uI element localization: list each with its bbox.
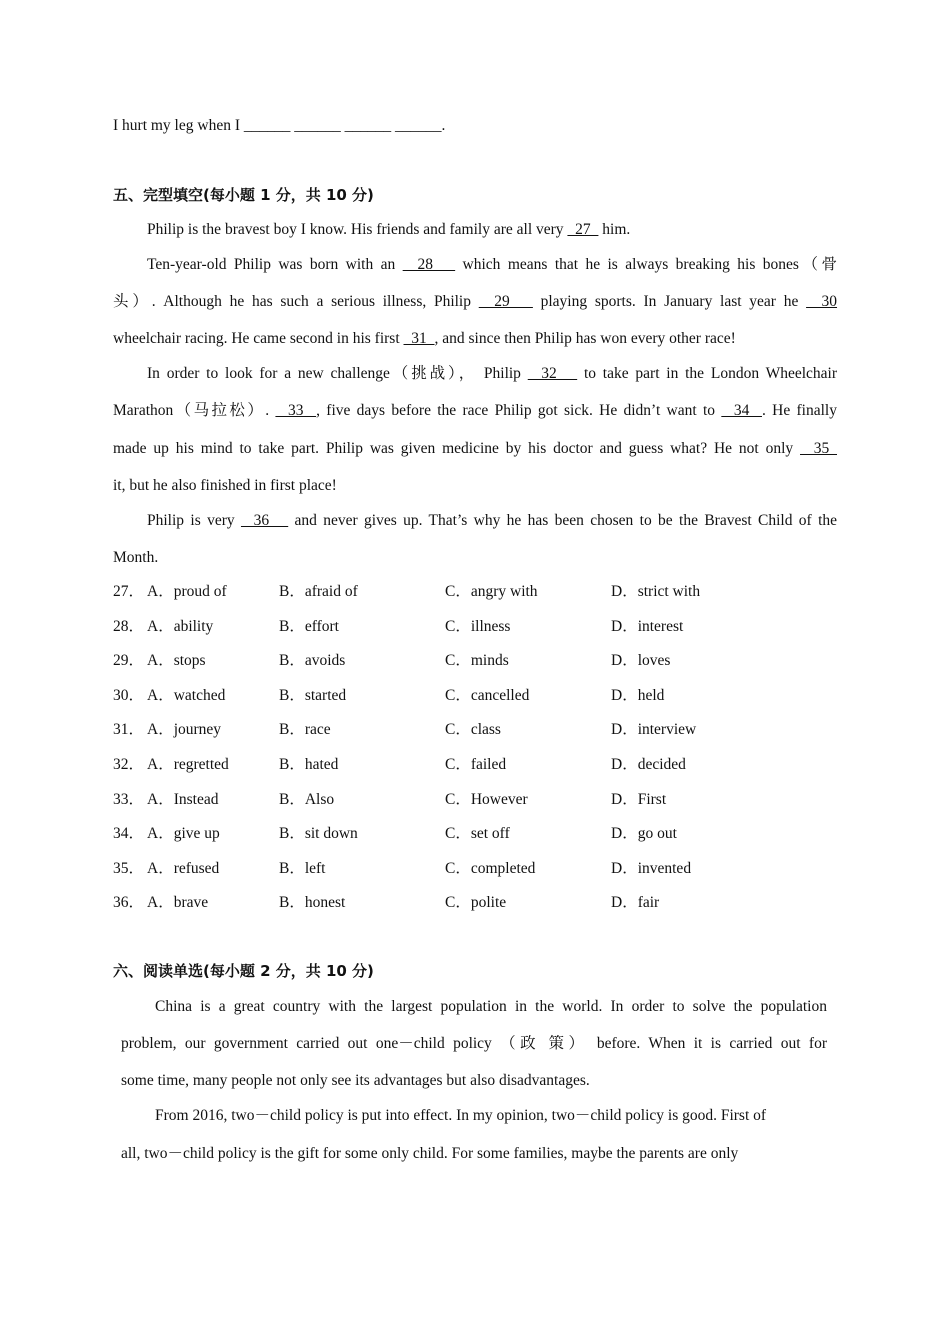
- text-segment: to take part in the London Wheelchair: [577, 365, 837, 382]
- answer-option: B．effort: [279, 617, 339, 635]
- passage-line: [113, 329, 736, 349]
- answer-option: B．race: [279, 721, 331, 739]
- answer-option: D．loves: [611, 652, 671, 670]
- question-number: 35．: [113, 859, 145, 877]
- answer-option: B．left: [279, 859, 326, 877]
- answer-option: B．started: [279, 686, 347, 704]
- answer-blank: 35: [800, 440, 837, 457]
- answer-option: C．However: [445, 790, 528, 808]
- answer-option: A．ability: [147, 617, 214, 635]
- answer-blank: 30: [806, 293, 838, 310]
- text-segment: all, two－child policy is the gift for some only child. For some families, maybe the parents are only: [121, 1145, 739, 1162]
- text-segment: problem, our government carried out one－child policy （政 策） before. When it is carried out for: [121, 1035, 827, 1052]
- passage-line: [147, 255, 837, 275]
- answer-option: D．held: [611, 686, 665, 704]
- answer-option: C．cancelled: [445, 686, 530, 704]
- answer-option: A．watched: [147, 686, 226, 704]
- text-segment: made up his mind to take part. Philip was given medicine by his doctor and guess what? He not only: [113, 440, 801, 457]
- answer-blank: 29: [478, 293, 533, 310]
- text-segment: and never gives up. That’s why he has been chosen to be the Bravest Child of the: [288, 512, 837, 529]
- passage-line: [113, 476, 337, 496]
- text-segment: I hurt my leg when I: [113, 117, 244, 134]
- question-number: 28．: [113, 617, 145, 635]
- passage-line: [147, 220, 630, 240]
- text-segment: it, but he also finished in first place!: [113, 477, 337, 494]
- answer-blank: 27: [567, 221, 599, 238]
- question-number: 36．: [113, 894, 145, 912]
- text-segment: Marathon（马拉松）.: [113, 402, 276, 419]
- passage-line: [155, 997, 827, 1017]
- answer-option: B．avoids: [279, 652, 346, 670]
- text-segment: China is a great country with the largest population in the world. In order to solve the population: [155, 998, 827, 1015]
- answer-option: C．polite: [445, 894, 507, 912]
- text-segment: him.: [598, 221, 631, 238]
- answer-option: A．Instead: [147, 790, 219, 808]
- answer-option: B．sit down: [279, 825, 358, 843]
- text-segment: ______ ______ ______ ______: [243, 117, 442, 134]
- text-segment: 头）. Although he has such a serious illness, Philip: [113, 293, 479, 310]
- text-segment: . He finally: [761, 402, 837, 419]
- passage-line: [113, 401, 837, 421]
- answer-blank: 33: [275, 402, 317, 419]
- question-number: 34．: [113, 825, 145, 843]
- answer-option: A．brave: [147, 894, 209, 912]
- answer-blank: 31: [403, 330, 435, 347]
- answer-option: A．stops: [147, 652, 206, 670]
- passage-line: [147, 364, 837, 384]
- text-segment: wheelchair racing. He came second in his first: [113, 330, 404, 347]
- passage-line: [113, 548, 158, 568]
- question-number: 30．: [113, 686, 145, 704]
- text-segment: .: [441, 117, 446, 134]
- answer-blank: 36: [240, 512, 289, 529]
- answer-option: A．journey: [147, 721, 222, 739]
- question-number: 31．: [113, 721, 145, 739]
- text-segment: Philip is the bravest boy I know. His friends and family are all very: [147, 221, 568, 238]
- section-5-heading: 五、完型填空(每小题 1 分，共 10 分): [113, 186, 374, 204]
- answer-option: C．set off: [445, 825, 510, 843]
- question-number: 32．: [113, 756, 145, 773]
- answer-option: A．regretted: [147, 756, 229, 773]
- text-segment: Ten-year-old Philip was born with an: [147, 256, 403, 273]
- question-number: 29．: [113, 652, 145, 670]
- passage-line: [113, 292, 837, 312]
- answer-option: C．completed: [445, 859, 536, 877]
- text-segment: Philip is very: [147, 512, 241, 529]
- passage-line: [155, 1106, 766, 1126]
- question-number: 33．: [113, 790, 145, 808]
- passage-line: [121, 1071, 590, 1091]
- text-segment: some time, many people not only see its advantages but also disadvantages.: [121, 1072, 590, 1089]
- answer-option: D．interest: [611, 617, 684, 635]
- answer-option: D．go out: [611, 825, 677, 843]
- answer-option: D．interview: [611, 721, 697, 739]
- passage-line: [147, 511, 837, 531]
- answer-option: D．decided: [611, 756, 686, 773]
- answer-option: D．strict with: [611, 583, 701, 600]
- text-segment: , and since then Philip has won every other race!: [434, 330, 736, 347]
- answer-option: C．illness: [445, 617, 511, 635]
- section-6-heading: 六、阅读单选(每小题 2 分，共 10 分): [113, 962, 374, 980]
- text-segment: In order to look for a new challenge（挑战）， Philip: [147, 365, 528, 382]
- passage-line: [113, 439, 837, 459]
- answer-option: D．invented: [611, 859, 692, 877]
- answer-option: A．give up: [147, 825, 220, 843]
- question-number: 27．: [113, 583, 145, 600]
- passage-line: [121, 1034, 827, 1054]
- answer-blank: 34: [721, 402, 762, 419]
- answer-option: A．refused: [147, 859, 220, 877]
- text-segment: From 2016, two－child policy is put into effect. In my opinion, two－child policy is good. First of: [155, 1107, 767, 1124]
- sentence-line: [113, 116, 445, 136]
- answer-option: B．honest: [279, 894, 346, 912]
- text-segment: which means that he is always breaking his bones（骨: [455, 256, 838, 273]
- answer-option: B．afraid of: [279, 583, 358, 600]
- answer-blank: 28: [402, 256, 456, 273]
- text-segment: playing sports. In January last year he: [532, 293, 807, 310]
- answer-option: C．failed: [445, 756, 507, 773]
- answer-option: D．fair: [611, 894, 660, 912]
- text-segment: , five days before the race Philip got sick. He didn’t want to: [316, 402, 722, 419]
- answer-blank: 32: [527, 365, 578, 382]
- answer-option: C．minds: [445, 652, 509, 670]
- answer-option: A．proud of: [147, 583, 227, 600]
- text-segment: Month.: [113, 549, 159, 566]
- answer-option: C．angry with: [445, 583, 538, 600]
- passage-line: [121, 1144, 738, 1164]
- answer-option: B．Also: [279, 790, 335, 808]
- answer-option: C．class: [445, 721, 501, 739]
- answer-option: B．hated: [279, 756, 339, 773]
- answer-option: D．First: [611, 790, 667, 808]
